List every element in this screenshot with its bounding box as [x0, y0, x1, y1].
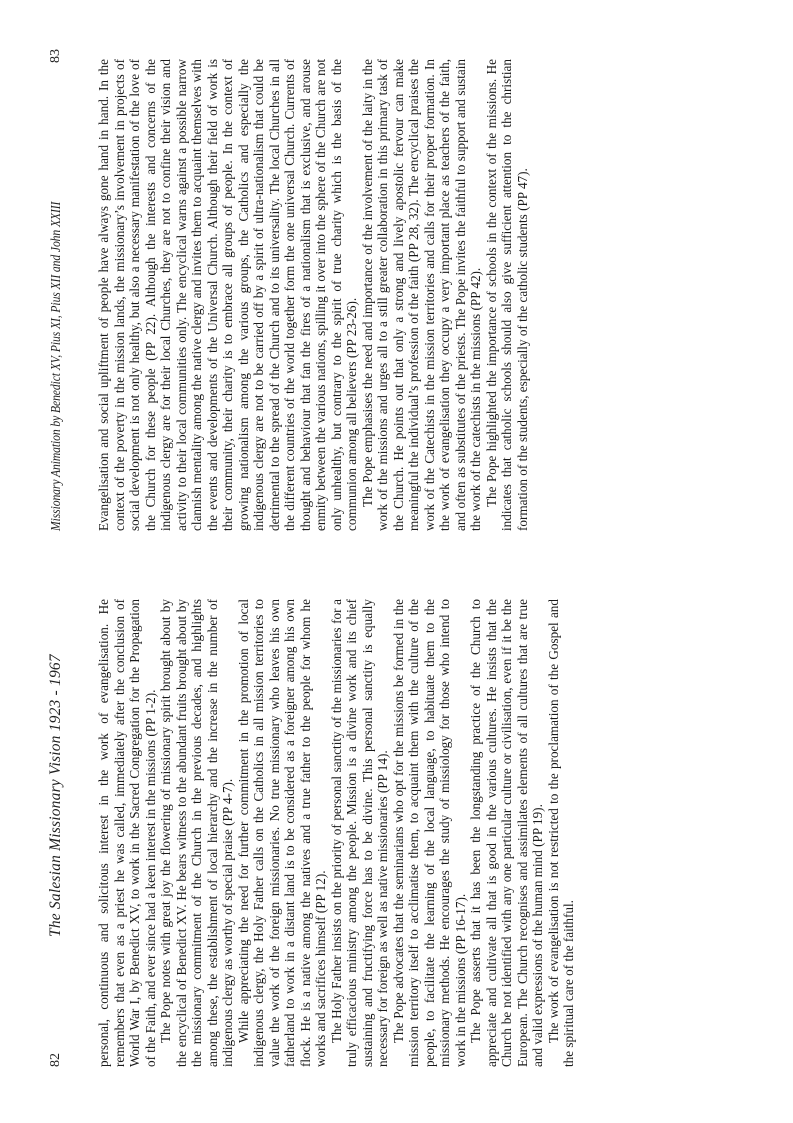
- paragraph: The Pope advocates that the seminarians who opt for the missions be formed in the mission territory itself to acclimatise them, to acquaint them with the culture of the people, to facilitate the learning of the local language, to habituate them to the missionary methods. He encourages the study of missiology for those who intend to work in the missions (PP 16-17).: [390, 599, 468, 1067]
- paragraph: The work of evangelisation is not restricted to the proclamation of the Gospel and the spiritual care of the faithful.: [545, 599, 576, 1067]
- page-number: 83: [48, 49, 63, 63]
- page-body: [96, 59, 530, 531]
- paragraph: The Pope notes with great joy the flowering of missionary spirit brought about by the encyclical of Benedict XV. He bears witness to the abundant fruits brought about by the missionary commitment of the Church in the previous decades, and highlights among these, the establishment of local hierarchy and the increase in the number of indigenous clergy as worthy of special praise (PP 4-7).: [158, 599, 235, 1067]
- running-head: The Salesian Missionary Vision 1923 - 1967: [47, 654, 64, 937]
- paragraph: The Pope emphasises the need and importance of the involvement of the laity in the work of the missions and urges all to a still greater collaboration in this primary task of the Church. He points out that only a strong and lively apostolic fervour can make meaningful the individual’s profession of the faith (PP 28, 32). The encyclical praises the work of the Catechists in the mission territories and calls for their proper formation. In the work of evangelisation they occupy a very important place as teachers of the faith, and often as substitutes of the priests. The Pope invites the faithful to support and sustain the work of the catechists in the missions (PP 42).: [359, 59, 483, 531]
- running-head: Missionary Animation by Benedict XV, Pius XI, Pius XII and John XXIII: [48, 201, 63, 531]
- left-page: [0, 561, 793, 1123]
- page-number: 82: [48, 1053, 63, 1067]
- paragraph: The Pope asserts that it has been the longstanding practice of the Church to appreciate and cultivate all that is good in the various cultures. He insists that the Church be not identified with any one particular culture or civilisation, even if it be the European. The Church recognises and assimilates elements of all cultures that are true and valid expressions of the human mind (PP 19).: [468, 599, 545, 1067]
- paragraph: The Pope highlighted the importance of schools in the context of the missions. He indicates that catholic schools should also give sufficient attention to the christian formation of the students, especially of the catholic students (PP 47).: [483, 59, 530, 531]
- right-page: [0, 0, 793, 561]
- page-body: [96, 599, 577, 1067]
- paragraph: While appreciating the need for further commitment in the promotion of local indigenous clergy, the Holy Father calls on the Catholics in all mission territories to value the work of the foreign missionaries. No true missionary who leaves his own fatherland to work in a distant land is to be considered as a foreigner among his own flock. He is a native among the natives and a true father to the people for whom he works and sacrifices himself (PP 12).: [235, 599, 328, 1067]
- paragraph: The Holy Father insists on the priority of personal sanctity of the missionaries for a truly efficacious ministry among the people. Mission is a divine work and its chief sustaining and fructifying force has to be divine. This personal sanctity is equally necessary for foreign as well as native missionaries (PP 14).: [328, 599, 390, 1067]
- paragraph: Evangelisation and social upliftment of people have always gone hand in hand. In the context of the poverty in the mission lands, the missionary’s involvement in projects of social development is not only healthy, but also a necessary manifestation of the love of the Church for these people (PP 22). Although the interests and concerns of the indigenous clergy are for their local Churches, they are not to confine their vision and activity to their local communities only. The encyclical warns against a possible narrow clannish mentality among the native clergy and invites them to acquaint themselves with the events and developments of the Universal Church. Although their field of work is their community, their charity is to embrace all groups of people. In the context of growing nationalism among the various groups, the Catholics and especially the indigenous clergy are not to be carried off by a spirit of ultra-nationalism that could be detrimental to the spread of the Church and to its universality. The local Churches in all the different countries of the world together form the one universal Church. Currents of thought and behaviour that fan the fires of a nationalism that is exclusive, and arouse enmity between the various nations, spilling it over into the sphere of the Church are not only unhealthy, but contrary to the spirit of true charity which is the basis of the communion among all believers (PP 23-26).: [96, 59, 359, 531]
- paragraph: personal, continuous and solicitous interest in the work of evangelisation. He remembers that even as a priest he was called, immediately after the conclusion of World War I, by Benedict XV, to work in the Sacred Congregation for the Propagation of the Faith, and ever since had a keen interest in the missions (PP 1-2).: [96, 599, 158, 1067]
